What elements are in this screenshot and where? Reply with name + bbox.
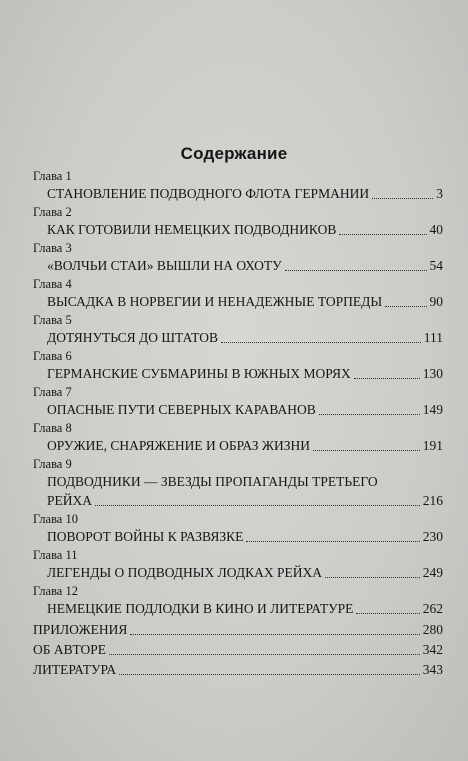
dot-leader	[285, 270, 427, 271]
chapter-title: ОПАСНЫЕ ПУТИ СЕВЕРНЫХ КАРАВАНОВ	[47, 402, 316, 417]
page-number: 216	[422, 493, 443, 508]
page-number: 54	[429, 258, 443, 273]
toc-entry-appendices[interactable]	[33, 620, 443, 640]
chapter-label: Глава 11	[33, 548, 78, 562]
page-number: 230	[422, 529, 443, 544]
chapter-title: ЛЕГЕНДЫ О ПОДВОДНЫХ ЛОДКАХ РЕЙХА	[47, 565, 322, 580]
page-number: 111	[423, 330, 443, 345]
dot-leader	[339, 234, 426, 235]
chapter-label: Глава 1	[33, 169, 72, 183]
toc-chapter-6	[33, 349, 443, 384]
chapter-label: Глава 10	[33, 512, 78, 526]
toc-entry[interactable]	[47, 400, 443, 420]
page-number: 342	[422, 642, 443, 657]
chapter-label: Глава 8	[33, 421, 72, 435]
toc-chapter-3	[33, 241, 443, 276]
toc-chapter-1	[33, 169, 443, 204]
section-title: ОБ АВТОРЕ	[33, 642, 107, 657]
dot-leader	[313, 450, 420, 451]
toc-entry[interactable]	[47, 328, 443, 348]
dot-leader	[325, 577, 420, 578]
toc-entry[interactable]	[47, 256, 443, 276]
chapter-title: СТАНОВЛЕНИЕ ПОДВОДНОГО ФЛОТА ГЕРМАНИИ	[47, 186, 370, 201]
dot-leader	[119, 674, 420, 675]
toc-entry[interactable]	[47, 220, 443, 240]
toc-chapter-11	[33, 548, 443, 583]
chapter-label: Глава 7	[33, 385, 72, 399]
toc-entry[interactable]	[47, 364, 443, 384]
toc-chapter-7	[33, 385, 443, 420]
dot-leader	[130, 634, 419, 635]
page-number: 130	[422, 366, 443, 381]
chapter-title: ПОВОРОТ ВОЙНЫ К РАЗВЯЗКЕ	[47, 529, 244, 544]
toc-chapter-5	[33, 313, 443, 348]
chapter-title-line-1[interactable]: ПОДВОДНИКИ — ЗВЕЗДЫ ПРОПАГАНДЫ ТРЕТЬЕГО	[47, 474, 378, 489]
page-number: 90	[429, 294, 443, 309]
dot-leader	[356, 613, 419, 614]
chapter-title: ВЫСАДКА В НОРВЕГИИ И НЕНАДЕЖНЫЕ ТОРПЕДЫ	[47, 294, 383, 309]
dot-leader	[385, 306, 426, 307]
dot-leader	[95, 505, 420, 506]
chapter-label: Глава 4	[33, 277, 72, 291]
section-title: ПРИЛОЖЕНИЯ	[33, 622, 128, 637]
chapter-label: Глава 5	[33, 313, 72, 327]
chapter-title: ДОТЯНУТЬСЯ ДО ШТАТОВ	[47, 330, 218, 345]
dot-leader	[319, 414, 420, 415]
page-number: 40	[429, 222, 443, 237]
page-number: 280	[422, 622, 443, 637]
dot-leader	[246, 541, 419, 542]
chapter-title: НЕМЕЦКИЕ ПОДЛОДКИ В КИНО И ЛИТЕРАТУРЕ	[47, 601, 354, 616]
dot-leader	[221, 342, 421, 343]
chapter-title: ГЕРМАНСКИЕ СУБМАРИНЫ В ЮЖНЫХ МОРЯХ	[47, 366, 351, 381]
chapter-label: Глава 2	[33, 205, 72, 219]
page-number: 343	[422, 662, 443, 677]
page-title: Содержание	[180, 144, 288, 163]
toc-entry[interactable]	[47, 436, 443, 456]
toc-chapter-8	[33, 421, 443, 456]
toc-entry[interactable]	[47, 599, 443, 619]
chapter-label: Глава 12	[33, 584, 78, 598]
toc-entry[interactable]	[47, 184, 443, 204]
toc-entry-literature[interactable]	[33, 660, 443, 680]
dot-leader	[372, 198, 433, 199]
toc-entry[interactable]	[47, 292, 443, 312]
toc-entry-about-author[interactable]	[33, 640, 443, 660]
toc-entry[interactable]	[47, 491, 443, 511]
dot-leader	[354, 378, 420, 379]
chapter-title: ОРУЖИЕ, СНАРЯЖЕНИЕ И ОБРАЗ ЖИЗНИ	[47, 438, 311, 453]
dot-leader	[109, 654, 420, 655]
page-number: 191	[422, 438, 443, 453]
page-number: 149	[422, 402, 443, 417]
chapter-label: Глава 3	[33, 241, 72, 255]
chapter-title: КАК ГОТОВИЛИ НЕМЕЦКИХ ПОДВОДНИКОВ	[47, 222, 337, 237]
page-number: 249	[422, 565, 443, 580]
toc-chapter-2	[33, 205, 443, 240]
chapter-title-line-2: РЕЙХА	[47, 493, 93, 508]
toc-chapter-12	[33, 584, 443, 619]
table-of-contents	[33, 169, 443, 680]
page-number: 3	[436, 186, 443, 201]
toc-chapter-10	[33, 512, 443, 547]
chapter-label: Глава 9	[33, 457, 72, 471]
toc-entry[interactable]	[47, 563, 443, 583]
toc-entry[interactable]	[47, 527, 443, 547]
section-title: ЛИТЕРАТУРА	[33, 662, 117, 677]
toc-chapter-9	[33, 457, 443, 511]
chapter-label: Глава 6	[33, 349, 72, 363]
page-number: 262	[422, 601, 443, 616]
chapter-title: «ВОЛЧЬИ СТАИ» ВЫШЛИ НА ОХОТУ	[47, 258, 282, 273]
toc-chapter-4	[33, 277, 443, 312]
